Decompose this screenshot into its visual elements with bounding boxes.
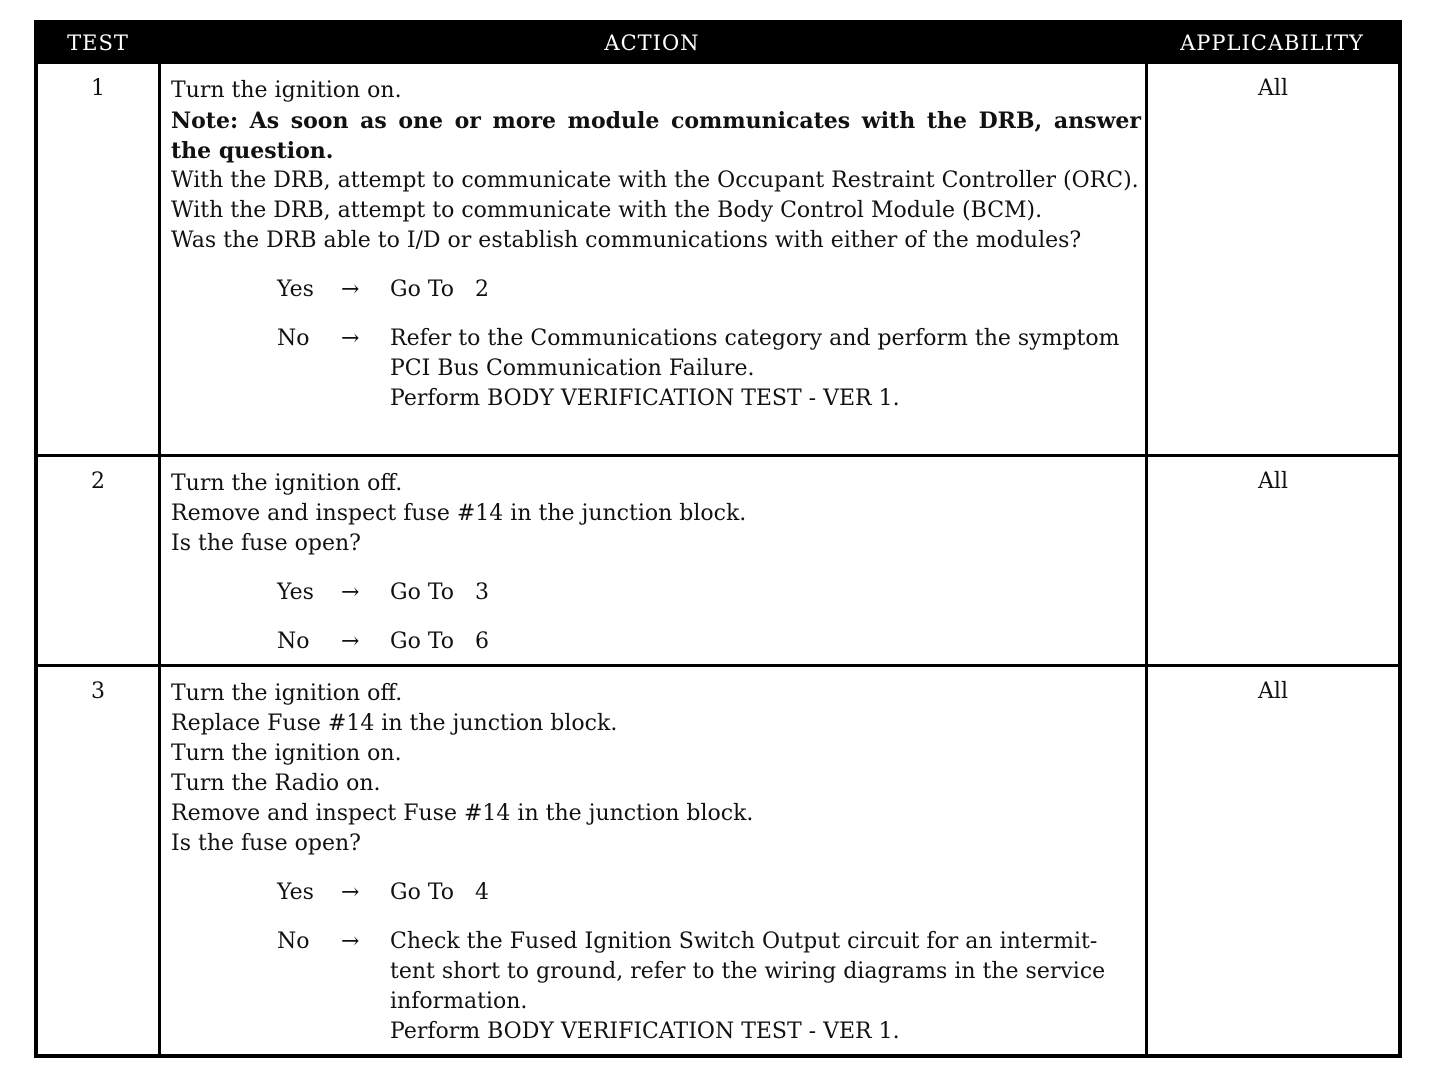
no-result-line: tent short to ground, refer to the wiring diagrams in the service <box>390 959 1106 984</box>
no-result: Go To 6 <box>390 629 489 654</box>
arrow-icon: → <box>341 277 360 302</box>
action-step: Remove and inspect fuse #14 in the junction block. <box>171 501 747 526</box>
action-cell <box>171 76 1141 414</box>
arrow-icon: → <box>341 580 360 605</box>
arrow-icon: → <box>341 326 360 351</box>
action-note: Note: As soon as one or more module communicates with the DRB, answer the question. <box>171 108 1141 164</box>
arrow-icon: → <box>341 629 360 654</box>
arrow-icon: → <box>341 880 360 905</box>
no-label: No <box>277 929 310 954</box>
action-cell <box>171 469 1141 657</box>
action-step: Turn the ignition off. <box>171 681 403 706</box>
action-step: With the DRB, attempt to communicate with the Occupant Restraint Controller (ORC). <box>171 168 1139 193</box>
action-step: Remove and inspect Fuse #14 in the junction block. <box>171 801 754 826</box>
action-step: Turn the ignition on. <box>171 741 402 766</box>
action-step: Turn the ignition off. <box>171 471 403 496</box>
action-question: Is the fuse open? <box>171 831 361 856</box>
no-branch <box>171 627 1141 657</box>
action-step: Replace Fuse #14 in the junction block. <box>171 711 618 736</box>
applicability-value: All <box>1258 469 1288 494</box>
no-branch <box>171 927 1141 1047</box>
action-question: Was the DRB able to I/D or establish communications with either of the modules? <box>171 228 1082 253</box>
test-table <box>34 20 1402 1058</box>
yes-label: Yes <box>277 580 314 605</box>
no-label: No <box>277 629 310 654</box>
table-header <box>38 24 1398 64</box>
header-applicability: APPLICABILITY <box>1180 31 1364 55</box>
applicability-value: All <box>1258 679 1288 704</box>
yes-branch <box>171 275 1141 305</box>
action-step: Turn the Radio on. <box>171 771 381 796</box>
arrow-icon: → <box>341 929 360 954</box>
no-result-line: Perform BODY VERIFICATION TEST - VER 1. <box>390 386 900 411</box>
action-step: Turn the ignition on. <box>171 78 402 103</box>
yes-branch <box>171 878 1141 908</box>
applicability-value: All <box>1258 76 1288 101</box>
table-row <box>38 64 1398 454</box>
yes-branch <box>171 578 1141 608</box>
table-row <box>38 457 1398 664</box>
yes-label: Yes <box>277 880 314 905</box>
test-number: 2 <box>91 469 105 494</box>
yes-result: Go To 2 <box>390 277 489 302</box>
test-number: 1 <box>91 76 105 101</box>
no-result-line: PCI Bus Communication Failure. <box>390 356 755 381</box>
no-result-line: information. <box>390 989 528 1014</box>
action-question: Is the fuse open? <box>171 531 361 556</box>
no-result-line: Check the Fused Ignition Switch Output circuit for an intermit- <box>390 929 1098 954</box>
yes-result: Go To 3 <box>390 580 489 605</box>
no-label: No <box>277 326 310 351</box>
header-action: ACTION <box>604 31 700 55</box>
header-test: TEST <box>67 31 129 55</box>
action-step: With the DRB, attempt to communicate with the Body Control Module (BCM). <box>171 198 1043 223</box>
no-result-line: Refer to the Communications category and perform the symptom <box>390 326 1120 351</box>
yes-label: Yes <box>277 277 314 302</box>
test-number: 3 <box>91 679 105 704</box>
action-cell <box>171 679 1141 1047</box>
no-result-line: Perform BODY VERIFICATION TEST - VER 1. <box>390 1019 900 1044</box>
yes-result: Go To 4 <box>390 880 489 905</box>
table-row <box>38 667 1398 1058</box>
no-branch <box>171 324 1141 414</box>
